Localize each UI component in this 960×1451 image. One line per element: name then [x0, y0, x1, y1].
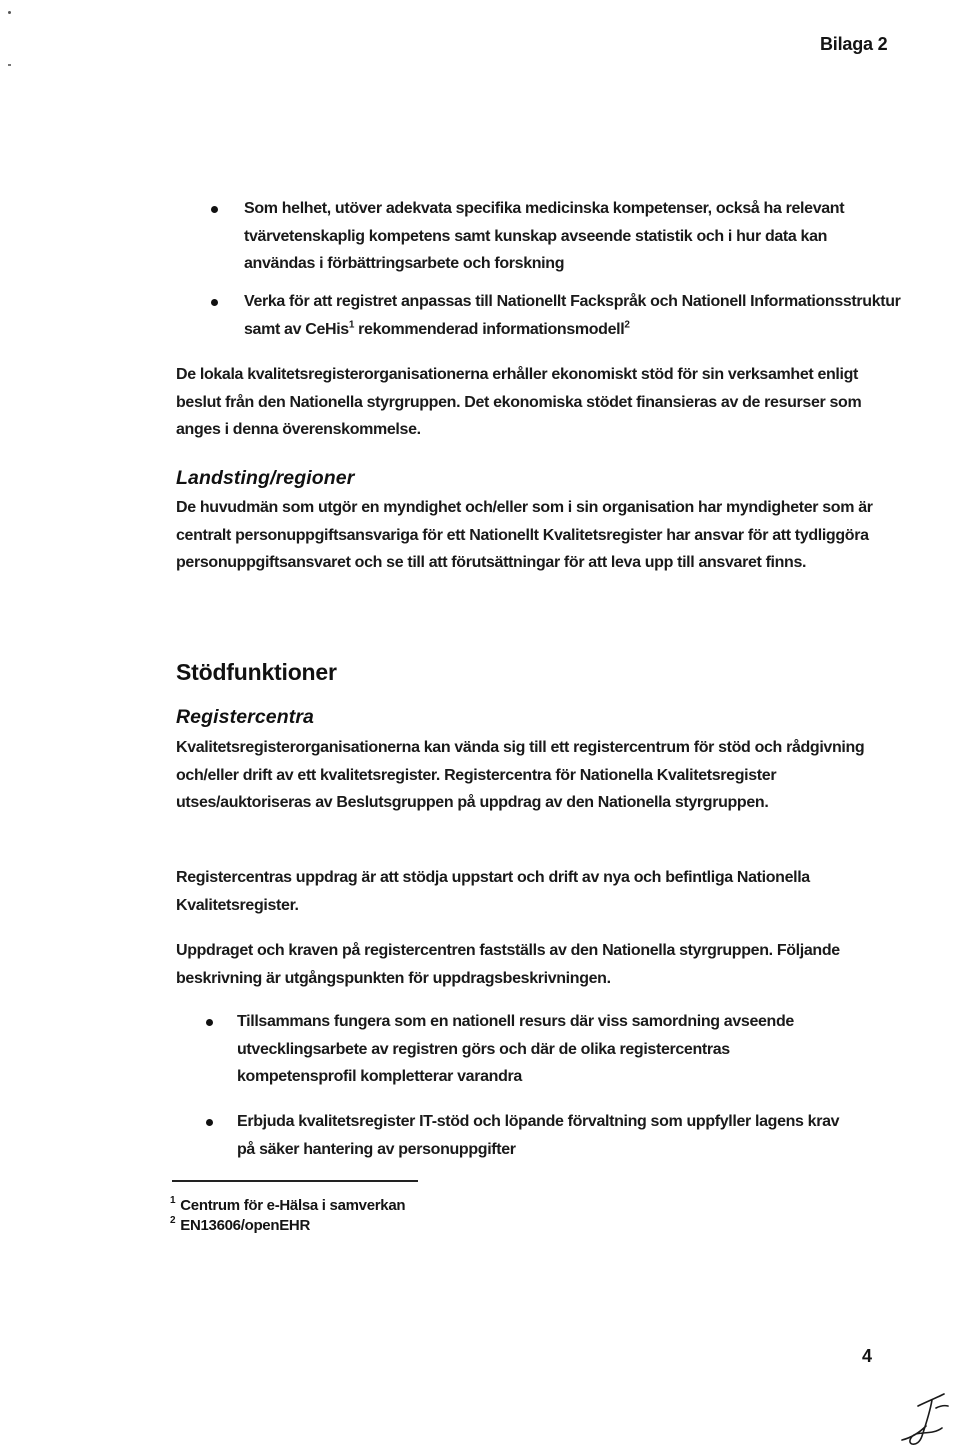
footnote-reference: 2	[624, 319, 630, 331]
scan-artifact	[8, 64, 11, 66]
section-heading: Registercentra	[176, 706, 314, 728]
body-paragraph: Uppdraget och kraven på registercentren fastställs av den Nationella styrgruppen. Följande beskrivning är utgångspunkten för uppdragsbeskrivningen.	[176, 942, 840, 987]
bullet-icon	[206, 1019, 213, 1026]
signature-initials-icon	[896, 1388, 952, 1448]
list-item-text: Som helhet, utöver adekvata specifika medicinska kompetenser, också ha relevant tvärvetenskaplig kompetens samt kunskap avseende statistik och i hur data kan användas i förbättringsarbete och forskning	[244, 200, 845, 272]
bullet-icon	[211, 206, 218, 213]
list-item	[211, 288, 901, 343]
page-number: 4	[862, 1346, 873, 1366]
list-item	[211, 195, 901, 278]
scan-artifact	[8, 11, 11, 14]
footnote-number: 2	[170, 1215, 176, 1226]
bullet-icon	[211, 299, 218, 306]
body-paragraph: De lokala kvalitetsregisterorganisationerna erhåller ekonomiskt stöd för sin verksamhet enligt beslut från den Nationella styrgruppen. Det ekonomiska stödet finansieras av de resurser som anges i denna överenskommelse.	[176, 366, 862, 438]
list-item-text: Erbjuda kvalitetsregister IT-stöd och löpande förvaltning som uppfyller lagens krav på säker hantering av personuppgifter	[237, 1113, 840, 1158]
appendix-label: Bilaga 2	[820, 34, 888, 54]
body-paragraph: Registercentras uppdrag är att stödja uppstart och drift av nya och befintliga Nationella Kvalitetsregister.	[176, 869, 810, 914]
body-paragraph: De huvudmän som utgör en myndighet och/eller som i sin organisation har myndigheter som är centralt personuppgiftsansvariga för ett Nationellt Kvalitetsregister har ansvar för att tydliggöra personuppgiftsansvaret och se till att förutsättningar för att leva upp till ansvaret finns.	[176, 499, 873, 571]
footnote-reference: 1	[348, 319, 355, 331]
bullet-icon	[206, 1119, 213, 1126]
footnote-text: Centrum för e-Hälsa i samverkan	[180, 1197, 406, 1214]
list-item-text-part: rekommenderad informationsmodell	[354, 320, 625, 338]
footnote-divider	[172, 1180, 418, 1182]
list-item-text-part: Verka för att registret anpassas till Nationellt Fackspråk och Nationell Informationsstruktur samt av CeHis	[244, 293, 901, 338]
major-heading: Stödfunktioner	[176, 659, 337, 685]
footnote	[170, 1212, 310, 1236]
list-item-text	[244, 288, 901, 343]
footnote-text: EN13606/openEHR	[180, 1217, 310, 1234]
body-paragraph: Kvalitetsregisterorganisationerna kan vända sig till ett registercentrum för stöd och rådgivning och/eller drift av ett kvalitetsregister. Registercentra för Nationella Kvalitetsregister utses/auktoriseras av Beslutsgruppen på uppdrag av den Nationella styrgruppen.	[176, 739, 865, 811]
footnote-number: 1	[170, 1195, 176, 1206]
list-item	[206, 1108, 846, 1163]
section-heading: Landsting/regioner	[176, 467, 355, 489]
list-item-text: Tillsammans fungera som en nationell resurs där viss samordning avseende utvecklingsarbete av registren görs och där de olika registercentras kompetensprofil kompletterar varandra	[237, 1013, 794, 1085]
list-item	[206, 1008, 846, 1091]
